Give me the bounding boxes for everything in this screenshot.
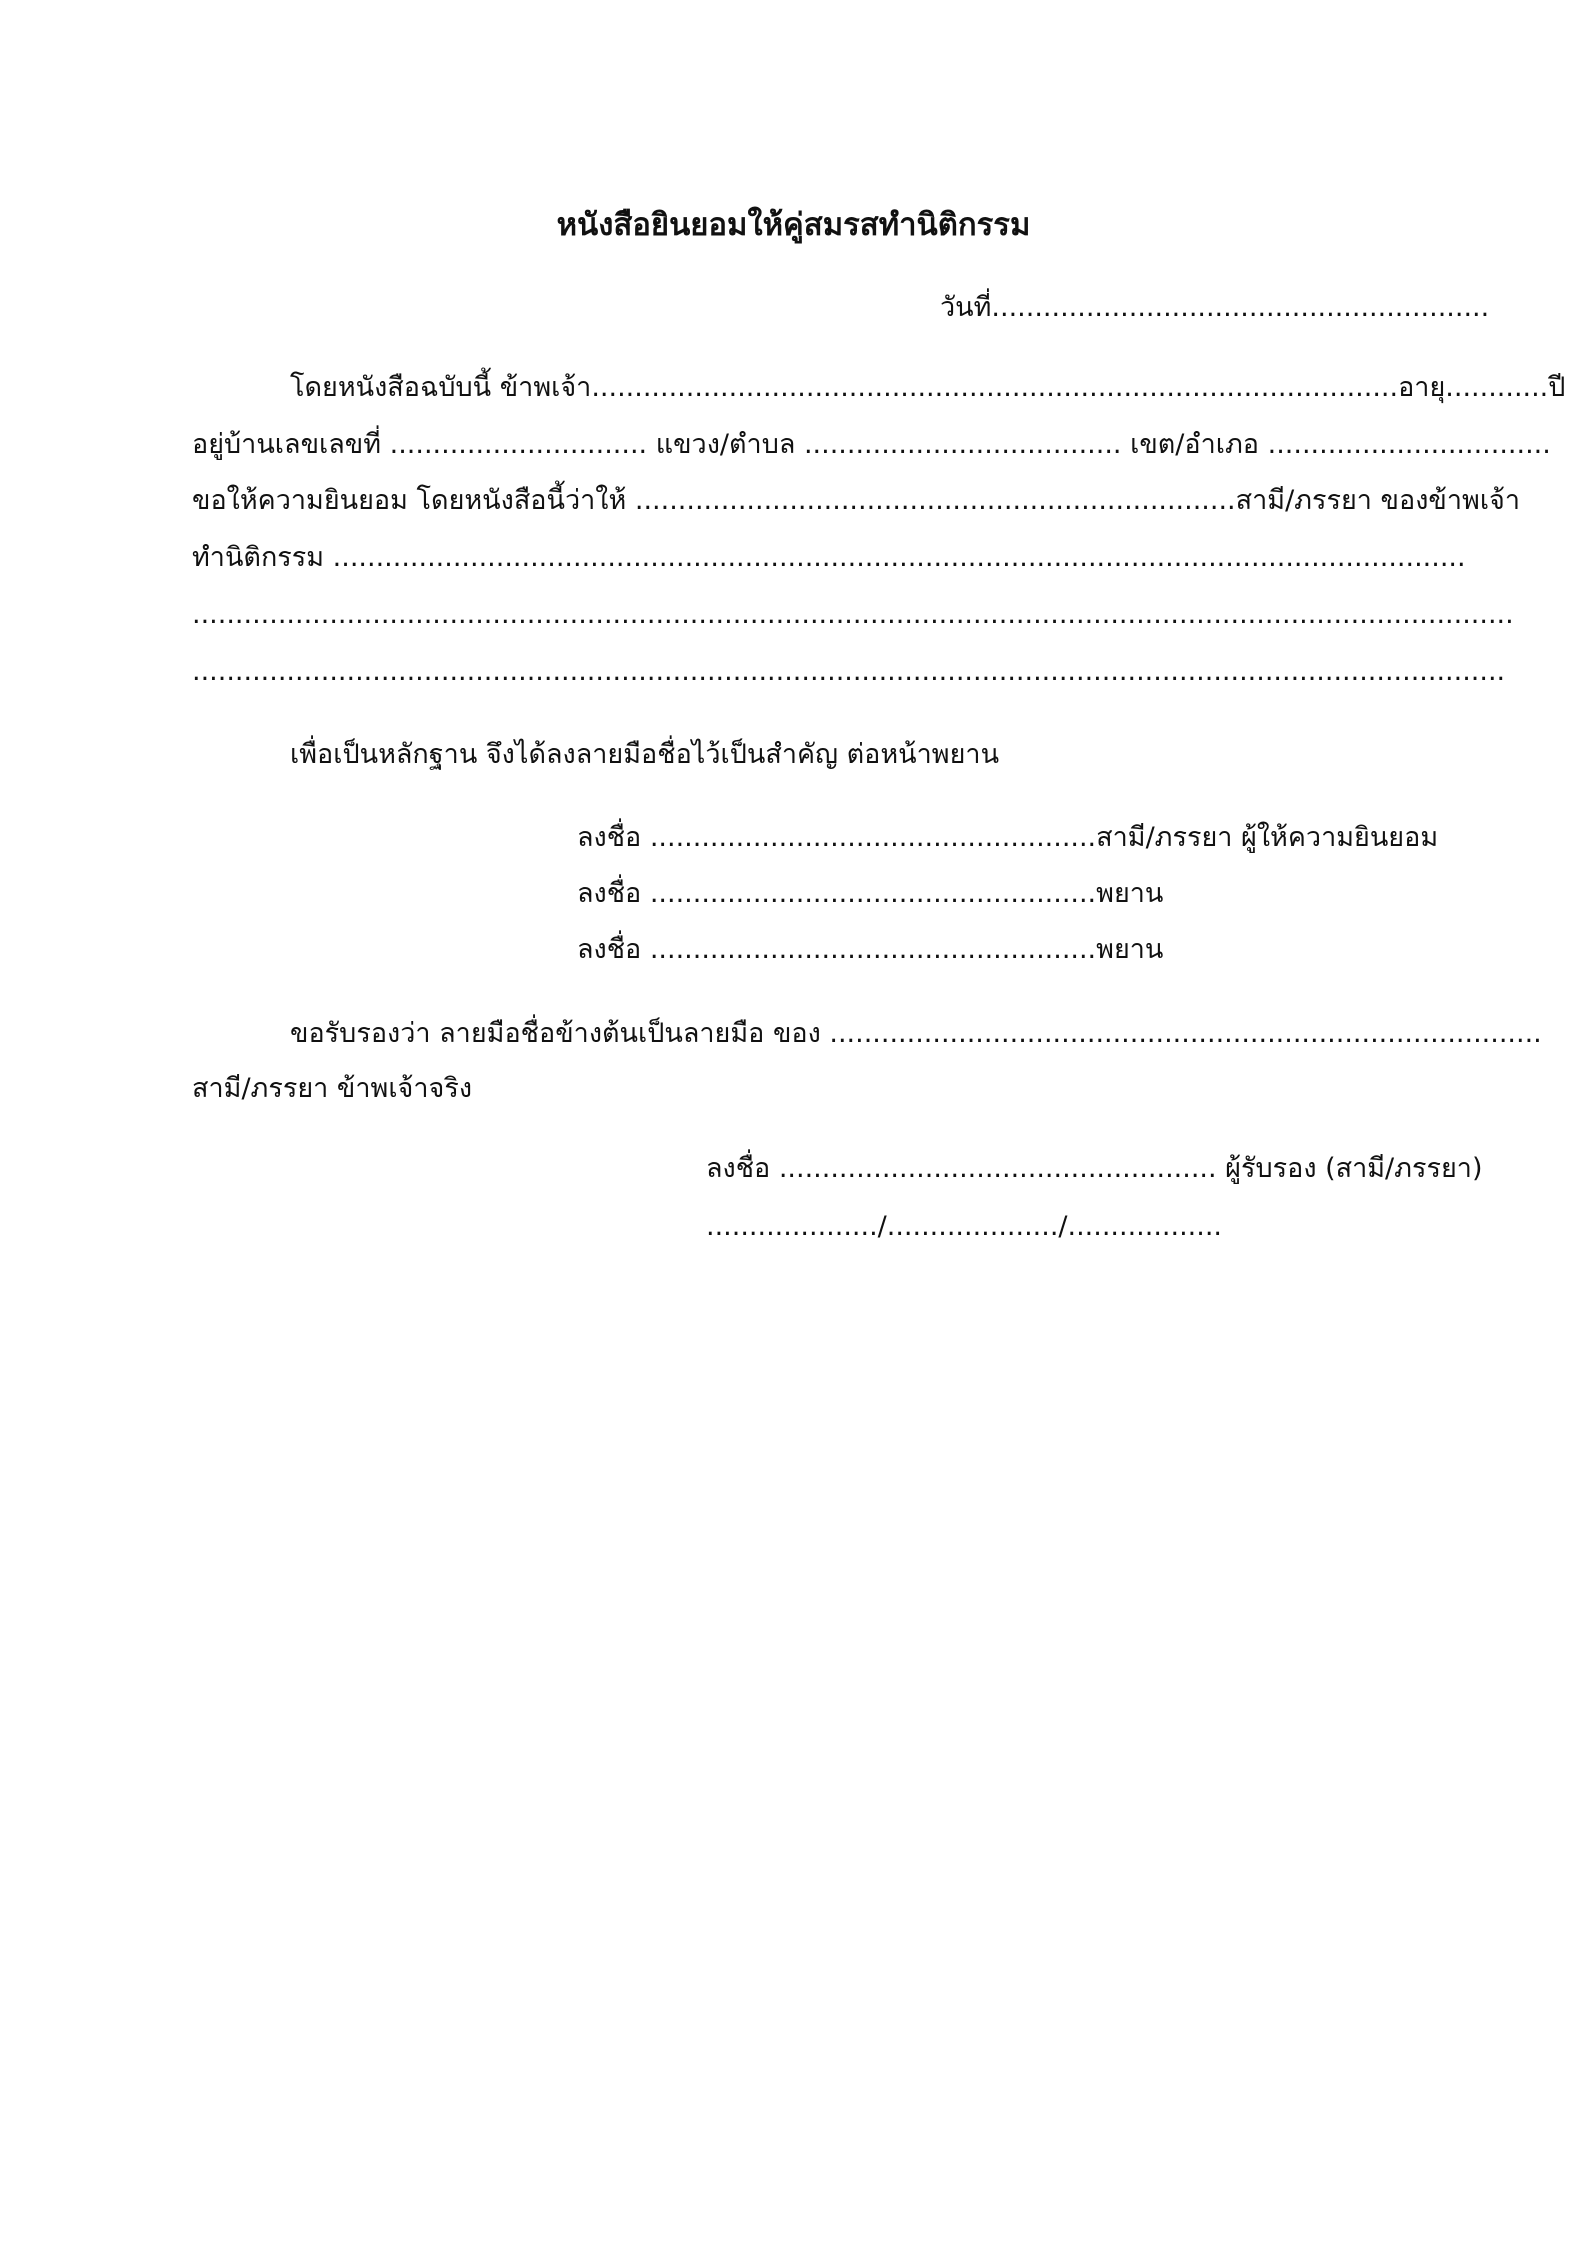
para1-line6: ......................................................................................................................................................... — [192, 656, 1506, 687]
para1-line5: .......................................................................................................................................................... — [192, 599, 1514, 630]
para1-line2: อยู่บ้านเลขเลขที่ .............................. แขวง/ตำบล ..................................... เขต/อำเภอ ................................. — [192, 429, 1551, 460]
document-title: หนังสือยินยอมให้คู่สมรสทำนิติกรรม — [556, 207, 1031, 243]
para1-line1: โดยหนังสือฉบับนี้ ข้าพเจ้า..............................................................................................อายุ............ปี — [290, 372, 1566, 403]
certifier-signature: ลงชื่อ ................................................... ผู้รับรอง (สามี/ภรรยา) — [706, 1153, 1483, 1184]
signature-witness-2: ลงชื่อ ....................................................พยาน — [577, 934, 1164, 965]
certify-line-1: ขอรับรองว่า ลายมือชื่อข้างต้นเป็นลายมือ ของ ................................................................................... — [290, 1018, 1542, 1049]
date-line: วันที่.......................................................... — [940, 292, 1490, 323]
signature-witness-1: ลงชื่อ ....................................................พยาน — [577, 878, 1164, 909]
evidence-line: เพื่อเป็นหลักฐาน จึงได้ลงลายมือชื่อไว้เป็นสำคัญ ต่อหน้าพยาน — [290, 739, 1000, 770]
certifier-date: ..................../..................../.................. — [706, 1211, 1222, 1242]
para1-line3: ขอให้ความยินยอม โดยหนังสือนี้ว่าให้ ......................................................................สามี/ภรรยา ของข้าพเจ้า — [192, 485, 1521, 516]
para1-line4: ทำนิติกรรม .................................................................................................................................... — [192, 542, 1466, 573]
signature-consent: ลงชื่อ ....................................................สามี/ภรรยา ผู้ให้ความยินยอม — [577, 822, 1439, 853]
certify-line-2: สามี/ภรรยา ข้าพเจ้าจริง — [192, 1073, 473, 1104]
